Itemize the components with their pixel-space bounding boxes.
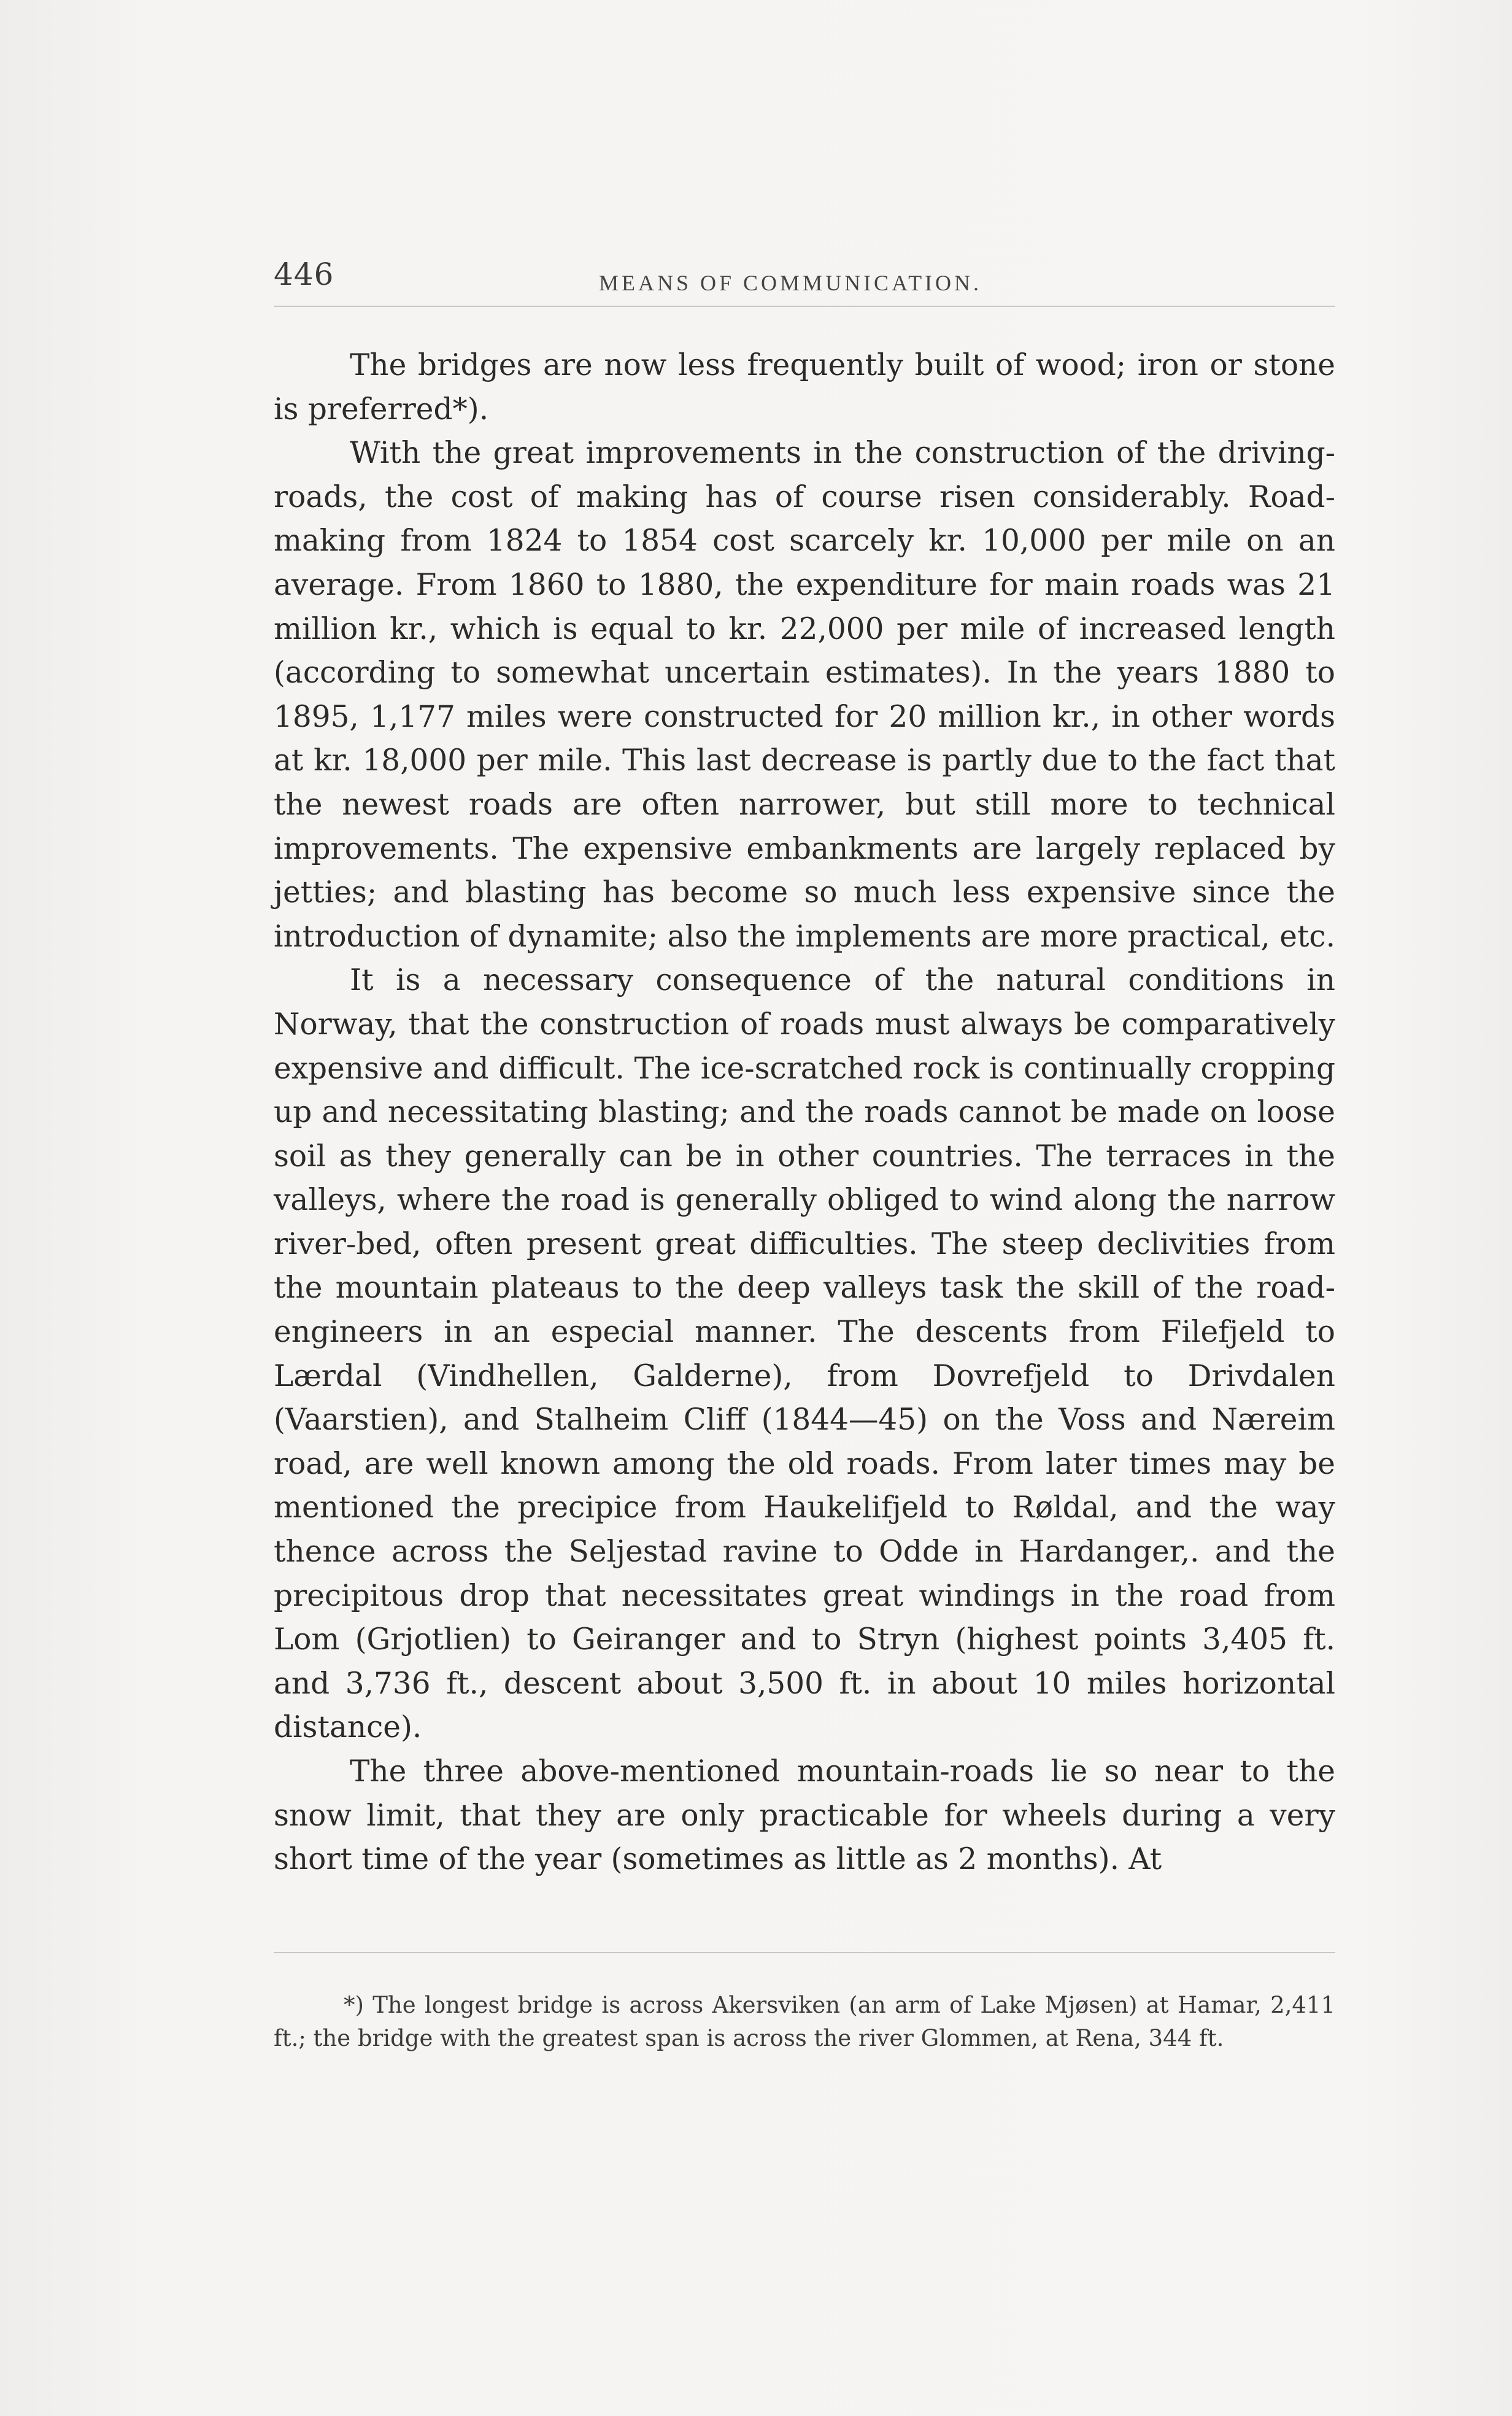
page-number: 446 <box>274 257 334 292</box>
page-header <box>274 257 1335 307</box>
running-head: MEANS OF COMMUNICATION. <box>599 271 982 295</box>
paragraph-road-construction-difficulties: It is a necessary consequence of the natural conditions in Norway, that the construction of roads must always be comparatively expensive and difficult. The ice-scratched rock is continually cropping up and necessitating blasting; and the roads cannot be made on loose soil as they generally can be in other countries. The terraces in the valleys, where the road is generally obliged to wind along the narrow river-bed, often present great difficulties. The steep declivities from the mountain plateaus to the deep valleys task the skill of the road-engineers in an especial manner. The descents from Filefjeld to Lærdal (Vindhellen, Galderne), from Dovrefjeld to Drivdalen (Vaarstien), and Stalheim Cliff (1844—45) on the Voss and Næreim road, are well known among the old roads. From later times may be mentioned the precipice from Haukelifjeld to Røldal, and the way thence across the Seljestad ravine to Odde in Hardanger,. and the precipitous drop that necessitates great windings in the road from Lom (Grjotlien) to Geiranger and to Stryn (highest points 3,405 ft. and 3,736 ft., descent about 3,500 ft. in about 10 miles horizontal distance). <box>274 963 1335 1745</box>
body-text <box>274 344 1335 1882</box>
paragraph-road-costs: With the great improvements in the construction of the driving-roads, the cost of making has of course risen considerably. Road-making from 1824 to 1854 cost scarcely kr. 10,000 per mile on an average. From 1860 to 1880, the expenditure for main roads was 21 million kr., which is equal to kr. 22,000 per mile of increased length (according to somewhat uncertain estimates). In the years 1880 to 1895, 1,177 miles were constructed for 20 million kr., in other words at kr. 18,000 per mile. This last decrease is partly due to the fact that the newest roads are often narrower, but still more to technical improvements. The expensive embankments are largely replaced by jetties; and blasting has become so much less expensive since the introduction of dynamite; also the implements are more practical, etc. <box>274 436 1336 954</box>
paragraph-bridges: The bridges are now less frequently built of wood; iron or stone is preferred*). <box>274 348 1335 427</box>
footnote-text: *) The longest bridge is across Akersviken (an arm of Lake Mjøsen) at Hamar, 2,411 ft.; the bridge with the greatest span is across the river Glommen, at Rena, 344 ft. <box>274 1992 1335 2051</box>
footnote-divider <box>274 1952 1335 1953</box>
footnote <box>274 1989 1335 2055</box>
paragraph-mountain-roads: The three above-mentioned mountain-roads lie so near to the snow limit, that they are only practicable for wheels during a very short time of the year (sometimes as little as 2 months). At <box>274 1754 1335 1877</box>
